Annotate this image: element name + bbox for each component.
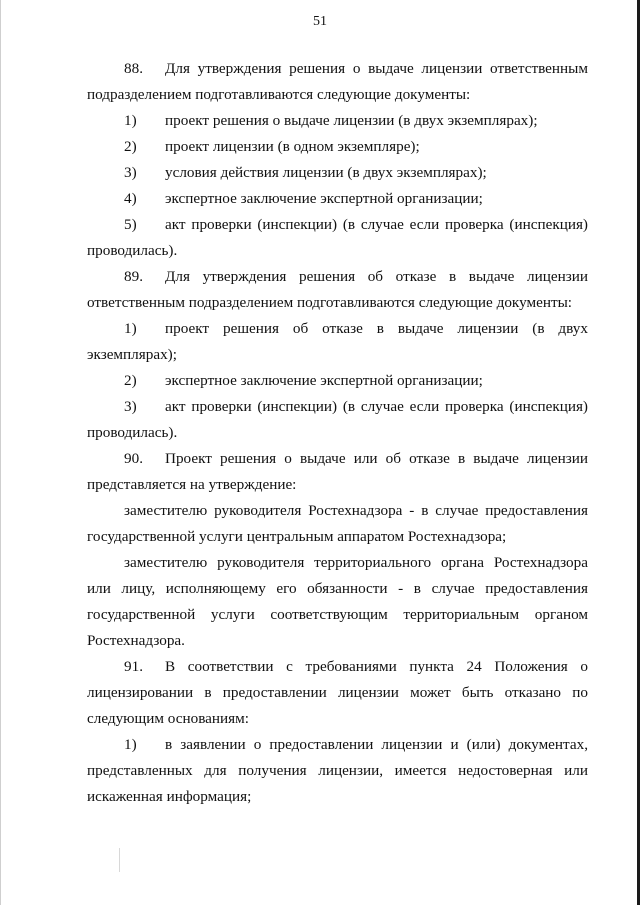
paragraph-text: заместителю руководителя территориального органа Ростехнадзора или лицу, исполняющему его обязанности - в случае предоставления государственной услуги соответствующим территориальным органом Ростехнадзора. — [87, 554, 588, 649]
list-item-number: 4) — [124, 190, 137, 207]
list-item-number: 1) — [124, 112, 137, 129]
list-item — [87, 134, 588, 160]
page-number: 51 — [313, 14, 327, 29]
paragraph-90 — [87, 446, 588, 498]
scan-artifact-line — [119, 848, 120, 872]
paragraph-89 — [87, 264, 588, 316]
paragraph-text: Проект решения о выдаче или об отказе в выдаче лицензии представляется на утверждение: — [87, 450, 588, 493]
paragraph-number: 89. — [124, 268, 143, 285]
list-item-number: 5) — [124, 216, 137, 233]
list-item — [87, 368, 588, 394]
list-item-text: экспертное заключение экспертной организации; — [165, 190, 483, 207]
scan-left-edge — [0, 0, 1, 905]
list-item — [87, 108, 588, 134]
paragraph-88 — [87, 56, 588, 108]
list-item-text: экспертное заключение экспертной организации; — [165, 372, 483, 389]
paragraph-text: заместителю руководителя Ростехнадзора - в случае предоставления государственной услуги центральным аппаратом Ростехнадзора; — [87, 502, 588, 545]
list-item-text: акт проверки (инспекции) (в случае если проверка (инспекция) проводилась). — [87, 398, 588, 441]
list-item — [87, 316, 588, 368]
list-item — [87, 212, 588, 264]
approval-case-territorial — [87, 550, 588, 654]
list-item-text: проект лицензии (в одном экземпляре); — [165, 138, 420, 155]
list-item-number: 3) — [124, 164, 137, 181]
list-item-text: акт проверки (инспекции) (в случае если проверка (инспекция) проводилась). — [87, 216, 588, 259]
paragraph-number: 91. — [124, 658, 143, 675]
paragraph-text: Для утверждения решения об отказе в выдаче лицензии ответственным подразделением подготавливаются следующие документы: — [87, 268, 588, 311]
list-item-text: проект решения о выдаче лицензии (в двух экземплярах); — [165, 112, 538, 129]
list-item — [87, 160, 588, 186]
list-item — [87, 186, 588, 212]
approval-case-central — [87, 498, 588, 550]
document-body — [87, 56, 588, 810]
list-item-text: условия действия лицензии (в двух экземплярах); — [165, 164, 487, 181]
list-item-number: 3) — [124, 398, 137, 415]
paragraph-number: 90. — [124, 450, 143, 467]
list-item-number: 1) — [124, 320, 137, 337]
list-item-number: 2) — [124, 372, 137, 389]
list-item-text: в заявлении о предоставлении лицензии и (или) документах, представленных для получения лицензии, имеется недостоверная или искаженная информация; — [87, 736, 588, 805]
list-item-text: проект решения об отказе в выдаче лицензии (в двух экземплярах); — [87, 320, 588, 363]
list-item — [87, 394, 588, 446]
paragraph-number: 88. — [124, 60, 143, 77]
paragraph-91 — [87, 654, 588, 732]
paragraph-text: В соответствии с требованиями пункта 24 Положения о лицензировании в предоставлении лицензии может быть отказано по следующим основаниям: — [87, 658, 588, 727]
list-item — [87, 732, 588, 810]
paragraph-text: Для утверждения решения о выдаче лицензии ответственным подразделением подготавливаются следующие документы: — [87, 60, 588, 103]
list-item-number: 1) — [124, 736, 137, 753]
list-item-number: 2) — [124, 138, 137, 155]
